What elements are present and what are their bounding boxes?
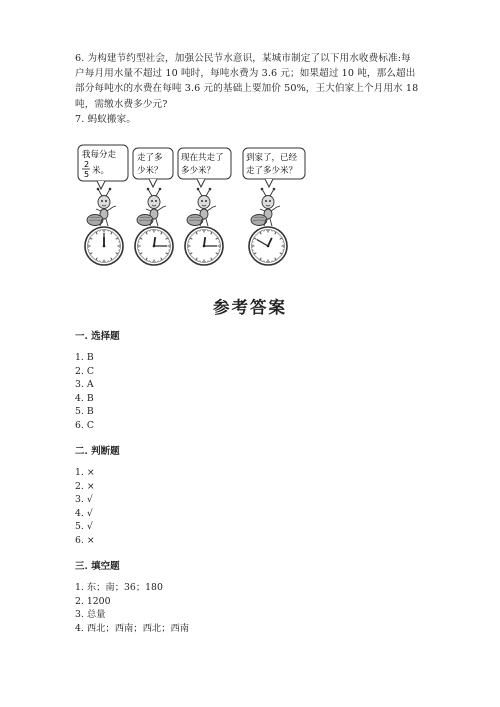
answers-title: 参考答案 xyxy=(213,298,287,317)
answer-item: 4. B xyxy=(75,392,94,404)
hour-hand xyxy=(204,237,205,246)
speech-bubble-4 xyxy=(243,148,305,187)
judgement-answers xyxy=(75,466,95,548)
answer-item: 2. 1200 xyxy=(75,595,111,607)
answer-item: 1. × xyxy=(75,467,95,478)
answer-item: 5. B xyxy=(75,406,94,418)
answer-item: 3. A xyxy=(75,379,94,391)
section-title-choice: 一. 选择题 xyxy=(75,331,120,342)
bubble-4-line-1: 到家了，已经 xyxy=(246,153,298,163)
choice-answers xyxy=(75,351,94,433)
ant-icon xyxy=(187,188,216,226)
bubble-4-line-2: 走了多少米？ xyxy=(246,166,298,176)
speech-bubble-2 xyxy=(133,148,173,187)
problem-7-line-1: 7. 蚂蚁搬家。 xyxy=(75,113,136,125)
ant-icon xyxy=(137,188,166,226)
problem-6-line-3: 部分每吨水的水费在每吨 3.6 元的基础上要加价 50%，王大伯家上个月用水 18 xyxy=(75,83,419,95)
fill-blank-answers xyxy=(75,581,189,635)
clock-icon xyxy=(185,227,223,265)
section-title-judgement: 二. 判断题 xyxy=(75,446,120,457)
answer-item: 3. 总量 xyxy=(75,609,106,621)
answer-item: 4. 西北；西南；西北；西南 xyxy=(75,622,190,634)
problem-6-line-1: 6. 为构建节约型社会，加强公民节水意识，某城市制定了以下用水收费标准:每 xyxy=(75,53,411,64)
answer-item: 5. √ xyxy=(75,521,93,533)
speech-bubble-1 xyxy=(78,145,128,189)
clocks xyxy=(85,227,287,265)
answer-item: 6. × xyxy=(75,534,95,546)
problem-6-line-2: 户每月用水量不超过 10 吨时，每吨水费为 3.6 元；如果超过 10 吨，那么超出 xyxy=(75,68,416,80)
bubble-2-line-2: 少米？ xyxy=(137,166,163,176)
speech-bubble-3 xyxy=(178,148,231,187)
answer-item: 6. C xyxy=(75,419,94,431)
answer-item: 2. C xyxy=(75,365,94,377)
answer-item: 3. √ xyxy=(75,494,93,506)
answer-item: 4. √ xyxy=(75,507,93,519)
bubble-1-frac-den: 5 xyxy=(84,170,90,179)
ant-icon xyxy=(251,188,280,226)
section-title-fill-blank: 三. 填空题 xyxy=(75,561,120,572)
ants xyxy=(87,188,280,226)
bubble-3-line-1: 现在共走了 xyxy=(181,153,224,163)
answer-item: 1. B xyxy=(75,352,94,363)
bubble-1-line-2: 米。 xyxy=(92,166,110,176)
bubble-1-frac-num: 2 xyxy=(84,160,90,169)
answer-item: 1. 东；南；36；180 xyxy=(75,582,163,593)
clock-icon xyxy=(85,227,123,265)
clock-icon xyxy=(249,227,287,265)
bubble-1-line-1: 我每分走 xyxy=(82,150,117,160)
ant-moving-illustration xyxy=(75,140,307,272)
bubble-3-line-2: 多少米？ xyxy=(181,166,216,176)
clock-icon xyxy=(135,227,173,265)
bubble-2-line-1: 走了多 xyxy=(137,153,163,163)
problem-6-line-4: 吨，需缴水费多少元? xyxy=(75,98,168,110)
problem-text xyxy=(75,51,435,127)
hour-hand xyxy=(154,237,155,246)
answer-item: 2. × xyxy=(75,480,95,492)
ant-icon xyxy=(87,188,116,226)
